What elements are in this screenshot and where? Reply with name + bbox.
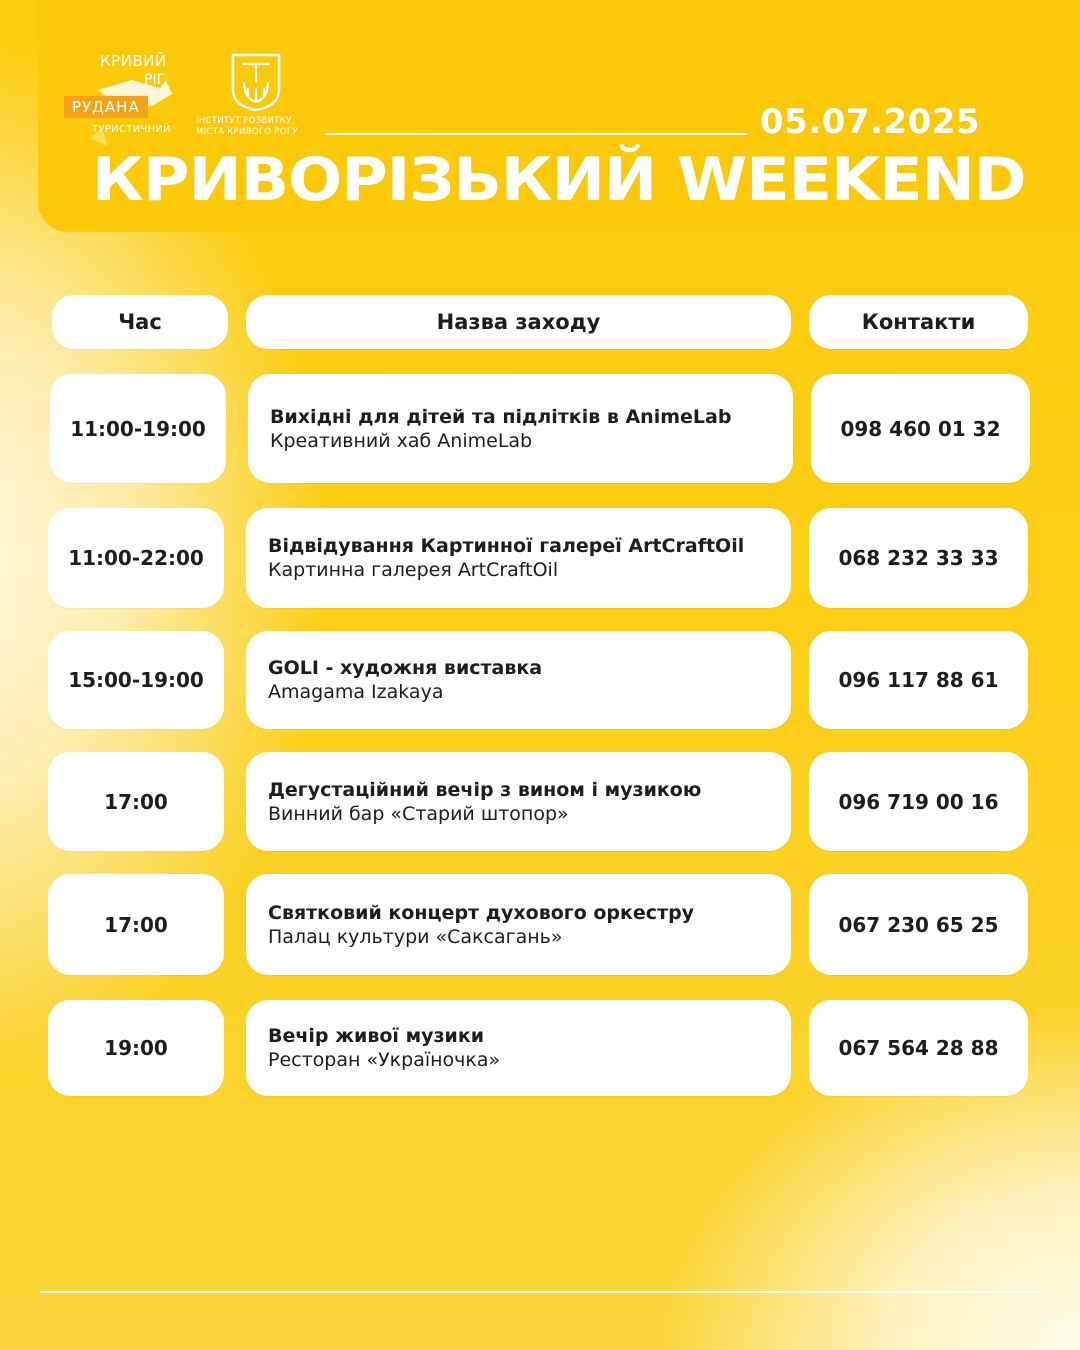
header-divider: [325, 133, 747, 135]
row-1-phone: 098 460 01 32: [811, 374, 1030, 483]
row-4-phone: 096 719 00 16: [809, 752, 1028, 851]
row-2-event-name: Відвідування Картинної галереї ArtCraftOil: [268, 535, 745, 557]
row-3-time: 15:00-19:00: [48, 631, 224, 729]
column-header-event: Назва заходу: [246, 295, 791, 349]
logo-text-line2: РІГ: [144, 72, 166, 88]
row-4-event-name: Дегустаційний вечір з вином і музикою: [268, 778, 702, 801]
column-header-contacts: Контакти: [809, 295, 1028, 349]
logo-text-line1: КРИВИЙ: [100, 52, 167, 70]
row-1-time: 11:00-19:00: [50, 374, 226, 483]
row-1-event: [248, 374, 793, 483]
row-4-event: [246, 752, 791, 851]
row-6-event-name: Вечір живої музики: [268, 1025, 485, 1047]
development-institute-logo: [196, 52, 320, 148]
row-3-event: [246, 631, 791, 729]
row-3-phone: 096 117 88 61: [809, 631, 1028, 729]
row-5-phone: 067 230 65 25: [809, 874, 1028, 975]
row-6-time: 19:00: [48, 1000, 224, 1096]
logo-badge: РУДАНА: [64, 96, 148, 118]
footer-divider: [40, 1291, 1040, 1293]
row-1-event-name: Вихідні для дітей та підлітків в AnimeLab: [270, 405, 732, 428]
institute-name-line1: ІНСТИТУТ РОЗВИТКУ: [196, 116, 292, 126]
row-2-venue: Картинна галерея ArtCraftOil: [268, 559, 559, 581]
row-2-phone: 068 232 33 33: [809, 508, 1028, 608]
row-4-venue: Винний бар «Старий штопор»: [268, 802, 569, 825]
institute-name-line2: МІСТА КРИВОГО РОГУ: [196, 127, 298, 137]
event-date: 05.07.2025: [760, 102, 981, 142]
row-5-event: [246, 874, 791, 975]
page-title: КРИВОРІЗЬКИЙ WEEKEND: [92, 145, 1026, 215]
row-5-venue: Палац культури «Саксагань»: [268, 925, 563, 948]
row-3-venue: Amagama Izakaya: [268, 681, 444, 703]
row-6-event: [246, 1000, 791, 1096]
row-2-time: 11:00-22:00: [48, 508, 224, 608]
row-5-event-name: Святковий концерт духового оркестру: [268, 901, 695, 924]
row-1-venue: Креативний хаб AnimeLab: [270, 429, 533, 452]
row-5-time: 17:00: [48, 874, 224, 975]
kryvyi-rih-tourism-logo: [62, 50, 182, 160]
row-4-time: 17:00: [48, 752, 224, 851]
row-6-venue: Ресторан «Україночка»: [268, 1049, 501, 1071]
institute-emblem-icon: [230, 52, 282, 112]
row-2-event: [246, 508, 791, 608]
column-header-time: Час: [52, 295, 228, 349]
logo-text-line3: ТУРИСТИЧНИЙ: [92, 124, 171, 135]
row-6-phone: 067 564 28 88: [809, 1000, 1028, 1096]
row-3-event-name: GOLI - художня виставка: [268, 657, 543, 679]
